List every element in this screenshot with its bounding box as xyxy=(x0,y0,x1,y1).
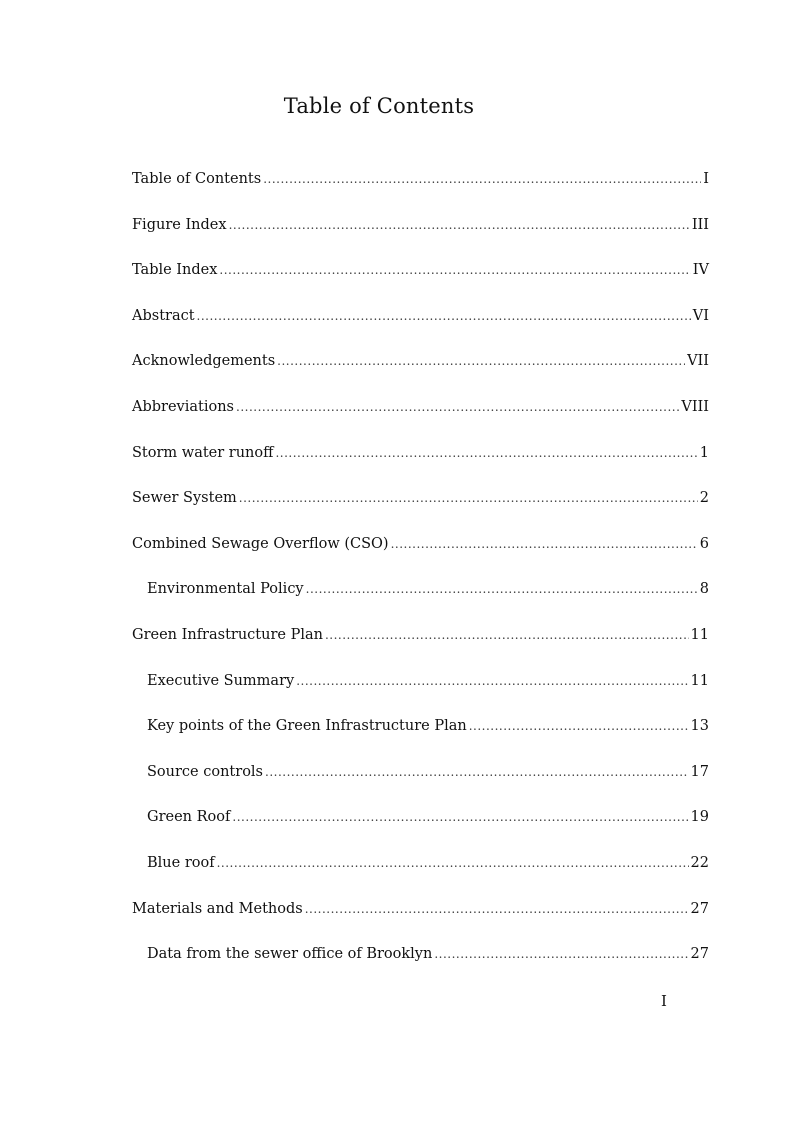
toc-entry-label: Materials and Methods xyxy=(132,900,303,917)
toc-entry[interactable] xyxy=(132,898,709,944)
page-number: I xyxy=(661,992,667,1010)
dot-leader xyxy=(239,487,698,509)
toc-entry-page: VIII xyxy=(681,398,709,415)
toc-list xyxy=(132,168,709,989)
dot-leader xyxy=(391,533,698,555)
toc-entry-page: III xyxy=(691,216,709,233)
toc-entry-label: Table of Contents xyxy=(132,171,262,187)
toc-entry-label: Combined Sewage Overflow (CSO) xyxy=(132,535,389,552)
toc-entry-label: Abstract xyxy=(132,307,195,324)
toc-entry-label: Abbreviations xyxy=(132,398,234,415)
toc-entry-label: Green Infrastructure Plan xyxy=(132,626,323,643)
dot-leader xyxy=(232,806,688,828)
toc-subentry[interactable] xyxy=(132,943,709,989)
toc-subentry[interactable] xyxy=(132,806,709,852)
toc-entry[interactable] xyxy=(132,350,709,396)
toc-entry[interactable] xyxy=(132,396,709,442)
toc-entry-label: Environmental Policy xyxy=(147,581,304,598)
dot-leader xyxy=(469,715,689,737)
toc-entry[interactable] xyxy=(132,442,709,488)
toc-subentry[interactable] xyxy=(132,852,709,898)
toc-subentry[interactable] xyxy=(132,670,709,716)
toc-entry-label: Data from the sewer office of Brooklyn xyxy=(147,946,433,963)
page-title: Table of Contents xyxy=(283,94,475,118)
toc-entry-page: VII xyxy=(687,353,709,370)
toc-entry-page: 17 xyxy=(690,763,709,780)
toc-entry-page: 22 xyxy=(690,854,709,871)
dot-leader xyxy=(306,578,698,600)
toc-entry-page: 8 xyxy=(699,581,709,598)
dot-leader xyxy=(217,852,689,874)
toc-entry-page: 11 xyxy=(690,626,709,643)
toc-entry-page: 19 xyxy=(690,809,709,826)
toc-subentry[interactable] xyxy=(132,578,709,624)
toc-entry[interactable] xyxy=(132,533,709,579)
toc-entry-page: 2 xyxy=(699,490,709,507)
toc-entry-label: Green Roof xyxy=(147,809,231,826)
toc-entry[interactable] xyxy=(132,214,709,260)
toc-entry-label: Source controls xyxy=(147,763,263,780)
toc-entry-page: 27 xyxy=(690,900,709,917)
toc-entry[interactable] xyxy=(132,487,709,533)
dot-leader xyxy=(219,259,690,281)
toc-entry-page: 11 xyxy=(690,672,709,689)
toc-subentry[interactable] xyxy=(132,761,709,807)
toc-entry-label: Figure Index xyxy=(132,216,227,233)
toc-entry-page: IV xyxy=(692,262,709,279)
toc-entry-page: I xyxy=(703,171,709,187)
toc-entry-page: 13 xyxy=(690,718,709,735)
toc-entry-page: 6 xyxy=(699,535,709,552)
toc-entry-page: 1 xyxy=(699,444,709,461)
dot-leader xyxy=(325,624,689,646)
toc-entry-label: Blue roof xyxy=(147,854,215,871)
toc-entry-label: Storm water runoff xyxy=(132,444,274,461)
toc-entry-label: Sewer System xyxy=(132,490,237,507)
dot-leader xyxy=(265,761,689,783)
dot-leader xyxy=(229,214,690,236)
toc-entry[interactable] xyxy=(132,168,709,214)
dot-leader xyxy=(236,396,679,418)
dot-leader xyxy=(305,898,689,920)
dot-leader xyxy=(296,670,688,692)
toc-entry-label: Acknowledgements xyxy=(132,353,276,370)
toc-entry-label: Table Index xyxy=(132,262,218,279)
dot-leader xyxy=(263,168,701,190)
toc-entry[interactable] xyxy=(132,305,709,351)
toc-entry-label: Executive Summary xyxy=(147,672,295,689)
dot-leader xyxy=(197,305,691,327)
toc-entry[interactable] xyxy=(132,624,709,670)
dot-leader xyxy=(434,943,688,965)
dot-leader xyxy=(275,442,697,464)
dot-leader xyxy=(277,350,685,372)
toc-entry[interactable] xyxy=(132,259,709,305)
toc-entry-page: VI xyxy=(692,307,709,324)
toc-subentry[interactable] xyxy=(132,715,709,761)
toc-entry-label: Key points of the Green Infrastructure Plan xyxy=(147,718,467,735)
toc-entry-page: 27 xyxy=(690,946,709,963)
